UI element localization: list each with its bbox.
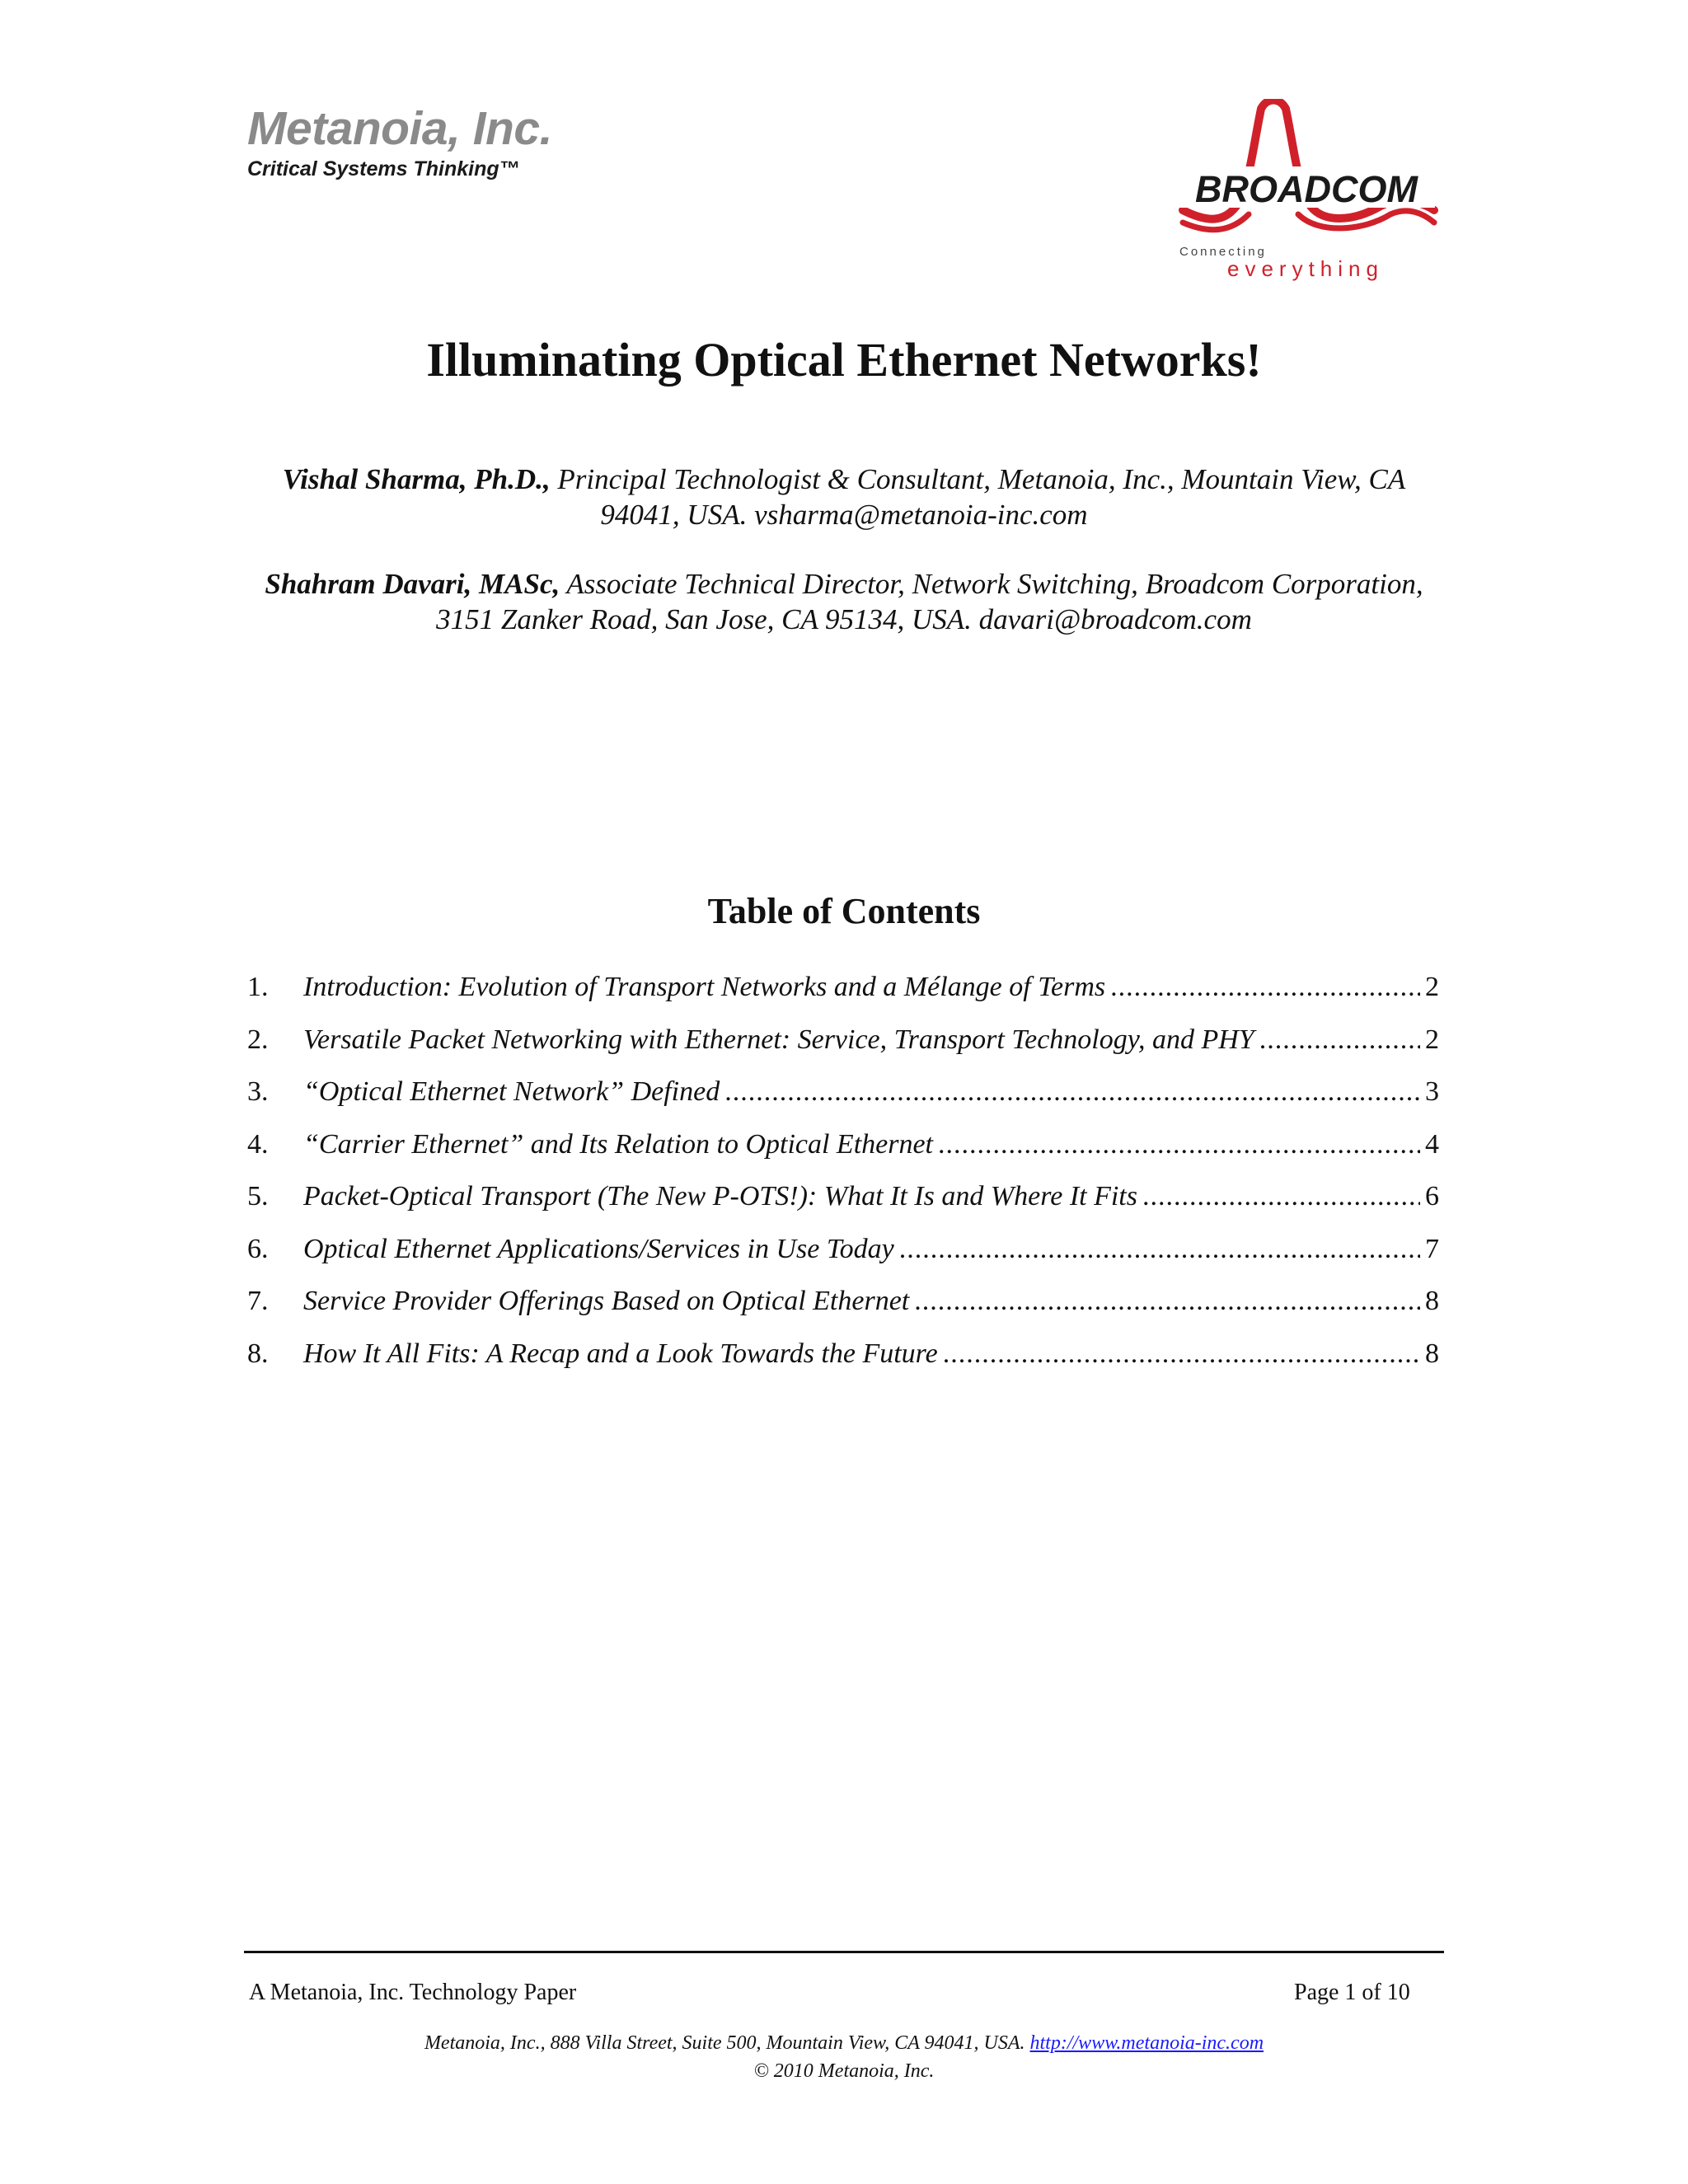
broadcom-tag-large: everything <box>1227 256 1384 281</box>
author-2 <box>247 566 1441 637</box>
footer-address <box>0 2032 1688 2055</box>
metanoia-logo <box>247 102 552 181</box>
toc-entry-number: 5. <box>247 1181 269 1212</box>
broadcom-logo <box>1175 99 1438 288</box>
toc-entry-number: 8. <box>247 1338 269 1369</box>
toc-entry-page: 2 <box>1425 1024 1439 1055</box>
toc-entry-number: 1. <box>247 972 269 1002</box>
toc-entry-number: 4. <box>247 1128 269 1160</box>
author-1 <box>247 462 1441 532</box>
toc-entry-page: 3 <box>1425 1076 1439 1107</box>
toc-entry-number: 2. <box>247 1024 269 1055</box>
toc-leader-dots <box>1259 1024 1420 1057</box>
toc-entry-title[interactable]: Optical Ethernet Applications/Services in Use Today <box>303 1233 894 1264</box>
author-1-name: Vishal Sharma, Ph.D., <box>282 463 551 495</box>
toc-entry[interactable] <box>247 1180 1439 1233</box>
toc-entry[interactable] <box>247 1076 1439 1128</box>
author-1-details: Principal Technologist & Consultant, Metanoia, Inc., Mountain View, CA 94041, USA. vsharma@metanoia-inc.com <box>550 463 1406 531</box>
footer-copyright: © 2010 Metanoia, Inc. <box>753 2060 935 2082</box>
toc-leader-dots <box>899 1233 1420 1266</box>
toc-entry-page: 7 <box>1425 1233 1439 1264</box>
toc-entry[interactable] <box>247 1285 1439 1338</box>
toc-entry-title[interactable]: Packet-Optical Transport (The New P-OTS!): What It Is and Where It Fits <box>303 1181 1137 1212</box>
footer-website-link[interactable]: http://www.metanoia-inc.com <box>1029 2032 1264 2054</box>
toc-entry-title[interactable]: Versatile Packet Networking with Ethernet: Service, Transport Technology, and PHY <box>303 1024 1254 1055</box>
toc-entry-page: 4 <box>1425 1128 1439 1160</box>
broadcom-tag-small: Connecting <box>1179 245 1267 259</box>
toc-entry-title[interactable]: Service Provider Offerings Based on Optical Ethernet <box>303 1286 910 1316</box>
toc-entry-page: 6 <box>1425 1181 1439 1212</box>
metanoia-logo-tagline: Critical Systems Thinking™ <box>247 157 520 180</box>
footer-page-number: Page 1 of 10 <box>1294 1980 1410 2005</box>
toc-leader-dots <box>914 1285 1420 1318</box>
footer-divider <box>244 1951 1444 1953</box>
author-2-name: Shahram Davari, MASc, <box>265 568 560 600</box>
author-2-details: Associate Technical Director, Network Switching, Broadcom Corporation, 3151 Zanker Road, San Jose, CA 95134, USA. davari@broadcom.com <box>436 568 1423 635</box>
toc-entry-title[interactable]: How It All Fits: A Recap and a Look Towards the Future <box>303 1338 938 1369</box>
toc-heading: Table of Contents <box>707 891 981 931</box>
broadcom-wordmark: BROADCOM <box>1195 168 1418 210</box>
paper-title: Illuminating Optical Ethernet Networks! <box>426 333 1262 387</box>
toc-entry-number: 3. <box>247 1076 269 1107</box>
toc-leader-dots <box>1110 971 1420 1004</box>
toc-leader-dots <box>943 1338 1420 1371</box>
toc-leader-dots <box>1142 1180 1420 1213</box>
toc-leader-dots <box>724 1076 1420 1108</box>
toc-entry-title[interactable]: “Carrier Ethernet” and Its Relation to Optical Ethernet <box>303 1128 934 1160</box>
toc-entry-number: 7. <box>247 1286 269 1316</box>
toc-entry-title[interactable]: Introduction: Evolution of Transport Networks and a Mélange of Terms <box>303 972 1106 1002</box>
toc-entry[interactable] <box>247 1128 1439 1181</box>
toc-entry[interactable] <box>247 1338 1439 1390</box>
toc-entry-title[interactable]: “Optical Ethernet Network” Defined <box>303 1076 720 1107</box>
footer-paper-label: A Metanoia, Inc. Technology Paper <box>249 1980 577 2005</box>
toc-leader-dots <box>938 1128 1420 1161</box>
toc-entry[interactable] <box>247 971 1439 1024</box>
footer-address-text: Metanoia, Inc., 888 Villa Street, Suite 500, Mountain View, CA 94041, USA. <box>424 2032 1030 2054</box>
toc-entry-page: 8 <box>1425 1286 1439 1316</box>
toc-entry[interactable] <box>247 1024 1439 1076</box>
toc-entry-page: 2 <box>1425 972 1439 1002</box>
metanoia-logo-name: Metanoia, Inc. <box>247 102 552 155</box>
toc-entry[interactable] <box>247 1233 1439 1286</box>
toc-entry-page: 8 <box>1425 1338 1439 1369</box>
toc-entry-number: 6. <box>247 1233 269 1264</box>
table-of-contents <box>247 971 1439 1390</box>
